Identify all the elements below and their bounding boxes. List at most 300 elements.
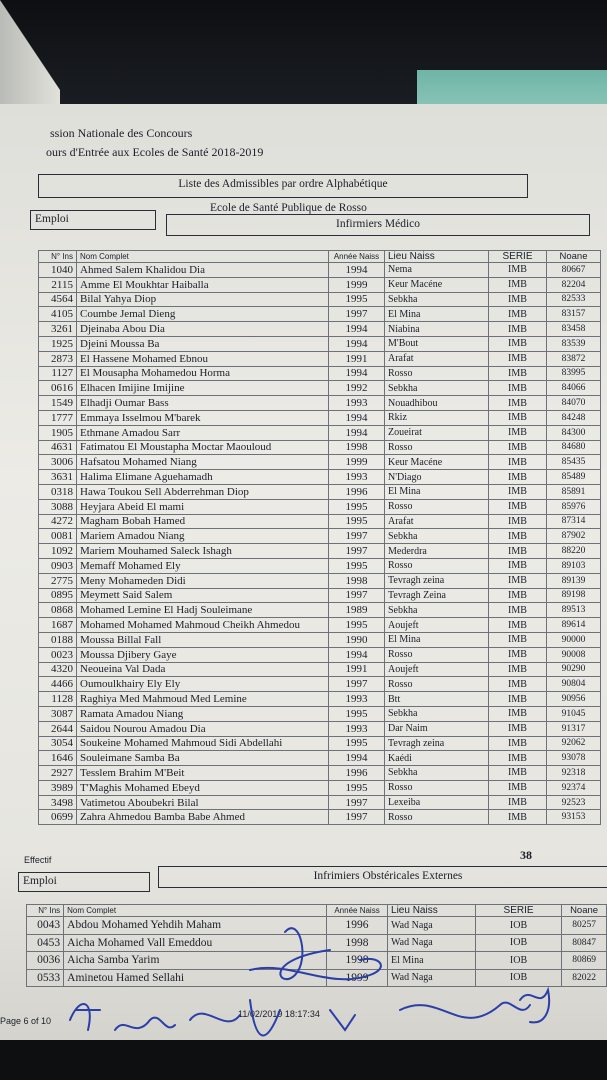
table-row: [39, 662, 601, 677]
specialite-title: Infirmiers Médico: [166, 214, 590, 236]
cell-ins-number: 3631: [39, 470, 77, 485]
cell-birth-place: Nema: [385, 263, 489, 278]
cell-full-name: Meny Mohameden Didi: [77, 573, 329, 588]
cell-birth-year: 1994: [329, 366, 385, 381]
cell-note: 92374: [547, 780, 601, 795]
cell-birth-year: 1994: [329, 425, 385, 440]
cell-full-name: Memaff Mohamed Ely: [77, 558, 329, 573]
cell-birth-place: Tevragh zeina: [385, 573, 489, 588]
cell-note: 85891: [547, 484, 601, 499]
cell-serie: IMB: [489, 307, 547, 322]
cell-birth-place: Mederdra: [385, 544, 489, 559]
cell-birth-year: 1994: [329, 336, 385, 351]
cell-full-name: Ahmed Salem Khalidou Dia: [77, 263, 329, 278]
cell-ins-number: 1687: [39, 618, 77, 633]
cell-serie: IMB: [489, 751, 547, 766]
cell-ins-number: 0868: [39, 603, 77, 618]
cell-full-name: Ethmane Amadou Sarr: [77, 425, 329, 440]
cell-birth-year: 1994: [329, 647, 385, 662]
cell-birth-place: Sebkha: [385, 381, 489, 396]
cell-serie: IMB: [489, 662, 547, 677]
cell-note: 89614: [547, 618, 601, 633]
cell-serie: IMB: [489, 632, 547, 647]
cell-note: 90000: [547, 632, 601, 647]
table-row: [39, 470, 601, 485]
cell-birth-place: El Mina: [385, 632, 489, 647]
liste-title: Liste des Admissibles par ordre Alphabétique: [38, 174, 528, 198]
dark-floor: [0, 1034, 607, 1080]
cell-note: 85435: [547, 455, 601, 470]
cell-full-name: El Mousapha Mohamedou Horma: [77, 366, 329, 381]
cell-birth-place: Aoujeft: [385, 662, 489, 677]
cell-ins-number: 0318: [39, 484, 77, 499]
cell-serie: IMB: [489, 558, 547, 573]
cell-ins-number: 0903: [39, 558, 77, 573]
effectif-count: 38: [520, 848, 532, 862]
cell-birth-place: Sebkha: [385, 529, 489, 544]
cell-full-name: Djeinaba Abou Dia: [77, 322, 329, 337]
cell-birth-year: 1995: [329, 706, 385, 721]
column-header-birth-place: Lieu Naiss: [388, 905, 476, 917]
table-row: [39, 425, 601, 440]
cell-birth-place: Arafat: [385, 514, 489, 529]
cell-birth-place: Zoueirat: [385, 425, 489, 440]
cell-serie: IOB: [475, 934, 561, 952]
cell-birth-place: El Mina: [388, 952, 476, 970]
cell-birth-place: Tevragh Zeina: [385, 588, 489, 603]
cell-birth-place: Sebkha: [385, 292, 489, 307]
cell-full-name: Aicha Samba Yarim: [64, 952, 327, 970]
cell-birth-place: Rosso: [385, 810, 489, 825]
cell-birth-place: M'Bout: [385, 336, 489, 351]
cell-serie: IMB: [489, 721, 547, 736]
table-row: [27, 952, 607, 970]
cell-birth-place: Niabina: [385, 322, 489, 337]
cell-serie: IMB: [489, 366, 547, 381]
cell-birth-place: Rosso: [385, 780, 489, 795]
cell-full-name: Oumoulkhairy Ely Ely: [77, 677, 329, 692]
cell-birth-year: 1998: [327, 934, 388, 952]
table-row: [39, 751, 601, 766]
table-row: [39, 514, 601, 529]
cell-serie: IMB: [489, 425, 547, 440]
cell-birth-year: 1995: [329, 618, 385, 633]
cell-serie: IMB: [489, 292, 547, 307]
cell-birth-place: Sebkha: [385, 766, 489, 781]
cell-note: 93078: [547, 751, 601, 766]
cell-full-name: Ramata Amadou Niang: [77, 706, 329, 721]
cell-ins-number: 1128: [39, 692, 77, 707]
cell-full-name: Bilal Yahya Diop: [77, 292, 329, 307]
page-number: Page 6 of 10: [0, 1016, 52, 1026]
cell-birth-place: Rosso: [385, 440, 489, 455]
cell-serie: IMB: [489, 766, 547, 781]
table-row: [39, 706, 601, 721]
cell-ins-number: 1127: [39, 366, 77, 381]
cell-serie: IOB: [475, 917, 561, 935]
cell-birth-year: 1989: [329, 603, 385, 618]
cell-birth-place: Keur Macéne: [385, 277, 489, 292]
cell-serie: IMB: [489, 544, 547, 559]
cell-birth-year: 1995: [329, 499, 385, 514]
cell-birth-place: Rosso: [385, 499, 489, 514]
cell-full-name: Heyjara Abeid El mami: [77, 499, 329, 514]
cell-serie: IMB: [489, 396, 547, 411]
cell-note: 80847: [562, 934, 607, 952]
cell-ins-number: 3087: [39, 706, 77, 721]
cell-serie: IMB: [489, 736, 547, 751]
cell-ins-number: 2775: [39, 573, 77, 588]
table-row: [39, 396, 601, 411]
cell-ins-number: 3088: [39, 499, 77, 514]
cell-full-name: Moussa Djibery Gaye: [77, 647, 329, 662]
cell-note: 84248: [547, 410, 601, 425]
column-header-birth-year: Année Naiss: [329, 251, 385, 263]
cell-ins-number: 0895: [39, 588, 77, 603]
column-header-birth-place: Lieu Naiss: [385, 251, 489, 263]
cell-birth-year: 1995: [329, 736, 385, 751]
cell-birth-place: Wad Naga: [388, 917, 476, 935]
cell-birth-year: 1996: [327, 917, 388, 935]
cell-full-name: Meymett Said Salem: [77, 588, 329, 603]
cell-ins-number: 0699: [39, 810, 77, 825]
cell-birth-year: 1996: [329, 766, 385, 781]
table-row: [39, 544, 601, 559]
cell-note: 90008: [547, 647, 601, 662]
cell-full-name: Mohamed Mohamed Mahmoud Cheikh Ahmedou: [77, 618, 329, 633]
cell-ins-number: 0188: [39, 632, 77, 647]
ecole-title: Ecole de Santé Publique de Rosso: [210, 202, 367, 214]
column-header-ins-number: N° Ins: [39, 251, 77, 263]
cell-full-name: Aicha Mohamed Vall Emeddou: [64, 934, 327, 952]
cell-ins-number: 2644: [39, 721, 77, 736]
cell-birth-place: Nouadhibou: [385, 396, 489, 411]
print-timestamp: 11/02/2019 18:17:34: [238, 1009, 320, 1019]
column-header-serie: SERIE: [489, 251, 547, 263]
cell-birth-year: 1997: [329, 529, 385, 544]
cell-birth-year: 1994: [329, 410, 385, 425]
cell-birth-year: 1997: [329, 307, 385, 322]
cell-full-name: El Hassene Mohamed Ebnou: [77, 351, 329, 366]
cell-note: 87314: [547, 514, 601, 529]
table-row: [39, 766, 601, 781]
cell-birth-year: 1990: [329, 632, 385, 647]
table-header: [39, 251, 601, 263]
cell-note: 82533: [547, 292, 601, 307]
cell-birth-year: 1991: [329, 662, 385, 677]
cell-ins-number: 0616: [39, 381, 77, 396]
cell-ins-number: 1777: [39, 410, 77, 425]
cell-ins-number: 1646: [39, 751, 77, 766]
cell-full-name: Fatimatou El Moustapha Moctar Maouloud: [77, 440, 329, 455]
cell-ins-number: 2927: [39, 766, 77, 781]
concours-title: ours d'Entrée aux Ecoles de Santé 2018-2019: [46, 145, 264, 159]
table-row: [39, 455, 601, 470]
table-row: [39, 588, 601, 603]
table-row: [39, 632, 601, 647]
cell-full-name: Zahra Ahmedou Bamba Babe Ahmed: [77, 810, 329, 825]
cell-serie: IMB: [489, 455, 547, 470]
cell-serie: IMB: [489, 618, 547, 633]
table-row: [39, 603, 601, 618]
column-header-full-name: Nom Complet: [77, 251, 329, 263]
table-row: [39, 499, 601, 514]
cell-ins-number: 1040: [39, 263, 77, 278]
cell-note: 83458: [547, 322, 601, 337]
table-row: [39, 692, 601, 707]
cell-serie: IMB: [489, 484, 547, 499]
cell-birth-place: Arafat: [385, 351, 489, 366]
emploi-label: Emploi: [30, 210, 156, 230]
cell-ins-number: 1925: [39, 336, 77, 351]
column-header-ins-number: N° Ins: [27, 905, 64, 917]
cell-birth-place: El Mina: [385, 484, 489, 499]
cell-birth-place: Rosso: [385, 558, 489, 573]
cell-birth-year: 1998: [327, 952, 388, 970]
cell-full-name: Hafsatou Mohamed Niang: [77, 455, 329, 470]
cell-ins-number: 1549: [39, 396, 77, 411]
cell-birth-place: Sebkha: [385, 603, 489, 618]
cell-serie: IMB: [489, 706, 547, 721]
cell-note: 88220: [547, 544, 601, 559]
cell-full-name: Emmaya Isselmou M'barek: [77, 410, 329, 425]
cell-note: 84070: [547, 396, 601, 411]
table-row: [39, 292, 601, 307]
cell-ins-number: 4105: [39, 307, 77, 322]
table-row: [39, 647, 601, 662]
cell-ins-number: 2115: [39, 277, 77, 292]
table-row: [39, 484, 601, 499]
cell-serie: IMB: [489, 810, 547, 825]
admissibles-table-2: [26, 904, 607, 987]
cell-birth-place: Keur Macéne: [385, 455, 489, 470]
cell-note: 92062: [547, 736, 601, 751]
cell-birth-year: 1995: [329, 514, 385, 529]
cell-ins-number: 4272: [39, 514, 77, 529]
cell-full-name: Elhacen Imijine Imijine: [77, 381, 329, 396]
cell-birth-year: 1995: [329, 558, 385, 573]
table-row: [39, 440, 601, 455]
cell-ins-number: 4564: [39, 292, 77, 307]
cell-birth-place: Btt: [385, 692, 489, 707]
table-row: [39, 558, 601, 573]
cell-serie: IMB: [489, 277, 547, 292]
cell-birth-place: El Mina: [385, 307, 489, 322]
cell-full-name: Mariem Mouhamed Saleck Ishagh: [77, 544, 329, 559]
cell-birth-year: 1993: [329, 470, 385, 485]
cell-birth-place: Dar Naim: [385, 721, 489, 736]
cell-ins-number: 3989: [39, 780, 77, 795]
cell-birth-year: 1997: [329, 677, 385, 692]
cell-birth-year: 1997: [329, 588, 385, 603]
cell-ins-number: 2873: [39, 351, 77, 366]
cell-full-name: Neoueina Val Dada: [77, 662, 329, 677]
cell-note: 89198: [547, 588, 601, 603]
table-header-2: [27, 905, 607, 917]
cell-note: 91317: [547, 721, 601, 736]
cell-birth-year: 1999: [327, 969, 388, 987]
cell-serie: IMB: [489, 529, 547, 544]
cell-note: 80667: [547, 263, 601, 278]
table-row: [39, 322, 601, 337]
table-row: [39, 263, 601, 278]
cell-note: 83539: [547, 336, 601, 351]
table-row: [39, 618, 601, 633]
cell-full-name: Souleimane Samba Ba: [77, 751, 329, 766]
cell-birth-place: Rosso: [385, 647, 489, 662]
emploi-label-2: Emploi: [18, 872, 150, 892]
table-row: [39, 351, 601, 366]
cell-note: 80257: [562, 917, 607, 935]
cell-ins-number: 0081: [39, 529, 77, 544]
cell-birth-year: 1991: [329, 351, 385, 366]
cell-full-name: Djeini Moussa Ba: [77, 336, 329, 351]
specialite-title-2: Infrimiers Obstéricales Externes: [158, 866, 607, 888]
cell-note: 91045: [547, 706, 601, 721]
cell-birth-place: Wad Naga: [388, 969, 476, 987]
cell-ins-number: 4631: [39, 440, 77, 455]
cell-note: 92318: [547, 766, 601, 781]
cell-birth-year: 1998: [329, 573, 385, 588]
cell-note: 90290: [547, 662, 601, 677]
column-header-full-name: Nom Complet: [64, 905, 327, 917]
cell-ins-number: 4466: [39, 677, 77, 692]
cell-note: 80869: [562, 952, 607, 970]
table-row: [39, 810, 601, 825]
cell-note: 84066: [547, 381, 601, 396]
cell-ins-number: 3054: [39, 736, 77, 751]
table-row: [39, 795, 601, 810]
commission-title: ssion Nationale des Concours: [50, 126, 193, 140]
cell-birth-year: 1995: [329, 780, 385, 795]
cell-full-name: T'Maghis Mohamed Ebeyd: [77, 780, 329, 795]
cell-serie: IOB: [475, 969, 561, 987]
cell-full-name: Mohamed Lemine El Hadj Souleimane: [77, 603, 329, 618]
cell-serie: IMB: [489, 780, 547, 795]
table-row: [39, 336, 601, 351]
cell-birth-year: 1997: [329, 795, 385, 810]
cell-ins-number: 0023: [39, 647, 77, 662]
cell-note: 89139: [547, 573, 601, 588]
cell-note: 83995: [547, 366, 601, 381]
cell-ins-number: 1092: [39, 544, 77, 559]
cell-birth-year: 1994: [329, 263, 385, 278]
cell-birth-year: 1994: [329, 751, 385, 766]
cell-birth-year: 1993: [329, 721, 385, 736]
cell-birth-place: Lexeiba: [385, 795, 489, 810]
cell-note: 82204: [547, 277, 601, 292]
admissibles-table: [38, 250, 601, 825]
cell-note: 83157: [547, 307, 601, 322]
cell-birth-place: Rosso: [385, 677, 489, 692]
cell-full-name: Mariem Amadou Niang: [77, 529, 329, 544]
cell-serie: IMB: [489, 440, 547, 455]
table-row: [27, 934, 607, 952]
cell-full-name: Halima Elimane Aguehamadh: [77, 470, 329, 485]
cell-birth-year: 1998: [329, 440, 385, 455]
cell-birth-place: Tevragh zeina: [385, 736, 489, 751]
table-row: [39, 307, 601, 322]
table-row: [39, 529, 601, 544]
cell-birth-year: 1999: [329, 277, 385, 292]
table-row: [27, 917, 607, 935]
cell-serie: IMB: [489, 336, 547, 351]
cell-serie: IMB: [489, 677, 547, 692]
table-row: [39, 736, 601, 751]
cell-ins-number: 0533: [27, 969, 64, 987]
cell-birth-year: 1995: [329, 292, 385, 307]
cell-note: 92523: [547, 795, 601, 810]
cell-serie: IMB: [489, 588, 547, 603]
cell-ins-number: 3006: [39, 455, 77, 470]
cell-note: 90804: [547, 677, 601, 692]
cell-full-name: Saidou Nourou Amadou Dia: [77, 721, 329, 736]
cell-ins-number: 0036: [27, 952, 64, 970]
cell-birth-place: Kaédi: [385, 751, 489, 766]
cell-note: 84680: [547, 440, 601, 455]
cell-birth-place: Rkiz: [385, 410, 489, 425]
table-row: [27, 969, 607, 987]
table-row: [39, 721, 601, 736]
cell-note: 84300: [547, 425, 601, 440]
table-row: [39, 677, 601, 692]
cell-birth-year: 1997: [329, 544, 385, 559]
cell-serie: IMB: [489, 410, 547, 425]
cell-birth-place: Sebkha: [385, 706, 489, 721]
cell-serie: IMB: [489, 692, 547, 707]
cell-serie: IMB: [489, 322, 547, 337]
cell-full-name: Vatimetou Aboubekri Bilal: [77, 795, 329, 810]
table-row: [39, 410, 601, 425]
cell-note: 93153: [547, 810, 601, 825]
cell-full-name: Aminetou Hamed Sellahi: [64, 969, 327, 987]
column-header-note: Noane: [562, 905, 607, 917]
cell-birth-year: 1996: [329, 484, 385, 499]
cell-note: 82022: [562, 969, 607, 987]
cell-serie: IMB: [489, 263, 547, 278]
cell-ins-number: 0453: [27, 934, 64, 952]
cell-full-name: Coumbe Jemal Dieng: [77, 307, 329, 322]
column-header-note: Noane: [547, 251, 601, 263]
cell-full-name: Moussa Billal Fall: [77, 632, 329, 647]
cell-birth-place: Aoujeft: [385, 618, 489, 633]
cell-serie: IMB: [489, 514, 547, 529]
cell-birth-year: 1994: [329, 322, 385, 337]
cell-full-name: Raghiya Med Mahmoud Med Lemine: [77, 692, 329, 707]
table-row: [39, 780, 601, 795]
cell-serie: IMB: [489, 351, 547, 366]
column-header-birth-year: Année Naiss: [327, 905, 388, 917]
cell-full-name: Hawa Toukou Sell Abderrehman Diop: [77, 484, 329, 499]
column-header-serie: SERIE: [475, 905, 561, 917]
cell-birth-place: Rosso: [385, 366, 489, 381]
cell-serie: IMB: [489, 470, 547, 485]
cell-note: 85489: [547, 470, 601, 485]
cell-full-name: Tesslem Brahim M'Beit: [77, 766, 329, 781]
table-row: [39, 573, 601, 588]
cell-serie: IMB: [489, 647, 547, 662]
cell-note: 89103: [547, 558, 601, 573]
effectif-label: Effectif: [24, 855, 52, 865]
cell-note: 89513: [547, 603, 601, 618]
cell-full-name: Elhadji Oumar Bass: [77, 396, 329, 411]
cell-serie: IMB: [489, 499, 547, 514]
cell-note: 83872: [547, 351, 601, 366]
cell-ins-number: 3261: [39, 322, 77, 337]
table-row: [39, 366, 601, 381]
table-row: [39, 277, 601, 292]
cell-serie: IMB: [489, 573, 547, 588]
